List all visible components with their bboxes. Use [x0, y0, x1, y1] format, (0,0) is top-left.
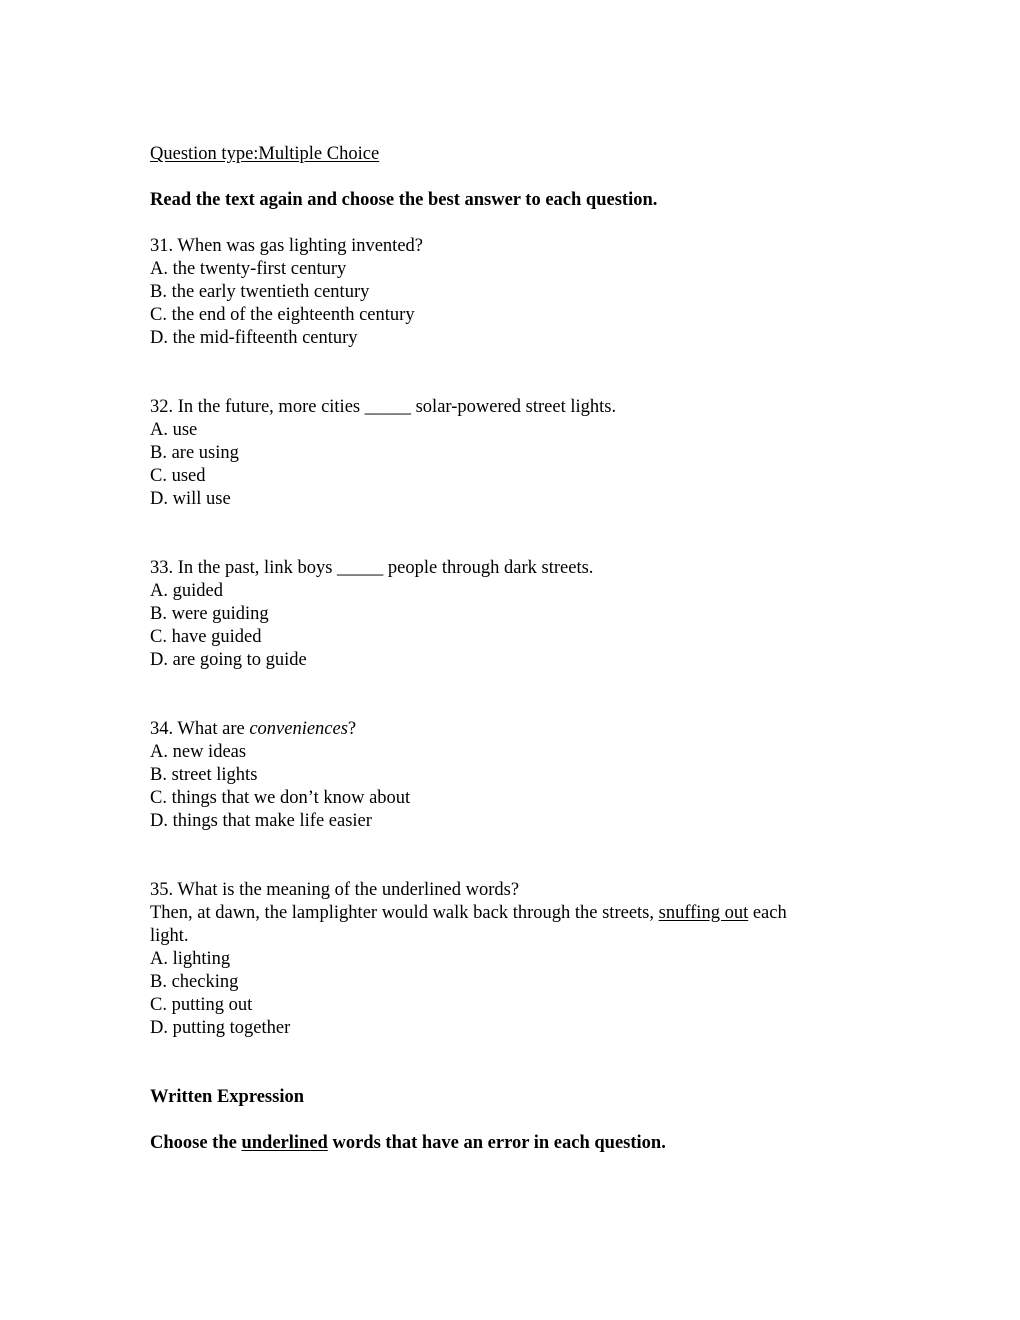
passage-line-2: light.	[150, 926, 189, 946]
option-d: D. things that make life easier	[150, 811, 372, 831]
written-expression-instruction	[150, 1132, 870, 1155]
option-b: B. checking	[150, 972, 239, 992]
option-d: D. putting together	[150, 1018, 291, 1038]
stem-text: 34. What are	[150, 719, 250, 739]
worksheet-page	[150, 143, 870, 1155]
option-a: A. guided	[150, 581, 223, 601]
question-stem: 31. When was gas lighting invented?	[150, 236, 423, 256]
option-b: B. street lights	[150, 765, 258, 785]
option-b: B. the early twentieth century	[150, 282, 370, 302]
question-35	[150, 879, 870, 1040]
instruction-heading: Read the text again and choose the best answer to each question.	[150, 190, 658, 210]
option-c: C. used	[150, 466, 206, 486]
question-32	[150, 396, 870, 511]
question-33	[150, 557, 870, 672]
option-c: C. the end of the eighteenth century	[150, 305, 415, 325]
question-type-label: Question type:Multiple Choice	[150, 144, 380, 164]
option-c: C. putting out	[150, 995, 253, 1015]
passage-text: Then, at dawn, the lamplighter would walk back through the streets,	[150, 903, 659, 923]
question-stem: 33. In the past, link boys _____ people through dark streets.	[150, 558, 594, 578]
option-d: D. the mid-fifteenth century	[150, 328, 358, 348]
passage-line	[150, 902, 870, 925]
option-d: D. are going to guide	[150, 650, 307, 670]
option-c: C. have guided	[150, 627, 262, 647]
question-stem: 32. In the future, more cities _____ solar-powered street lights.	[150, 397, 617, 417]
question-31	[150, 235, 870, 350]
option-d: D. will use	[150, 489, 231, 509]
instruction-text-end: words that have an error in each question.	[327, 1133, 666, 1153]
option-b: B. were guiding	[150, 604, 269, 624]
option-a: A. the twenty-first century	[150, 259, 347, 279]
option-a: A. use	[150, 420, 198, 440]
stem-end: ?	[347, 719, 357, 739]
stem-italic-word: conveniences	[249, 719, 348, 739]
question-34	[150, 718, 870, 833]
question-stem	[150, 718, 870, 741]
option-c: C. things that we don’t know about	[150, 788, 411, 808]
option-b: B. are using	[150, 443, 239, 463]
question-stem: 35. What is the meaning of the underlined words?	[150, 880, 520, 900]
instruction-text: Choose the	[150, 1133, 242, 1153]
option-a: A. lighting	[150, 949, 231, 969]
written-expression-title: Written Expression	[150, 1087, 305, 1107]
passage-underlined-words: snuffing out	[658, 903, 749, 923]
option-a: A. new ideas	[150, 742, 247, 762]
passage-text-end: each	[748, 903, 787, 923]
instruction-underlined-word: underlined	[241, 1133, 328, 1153]
